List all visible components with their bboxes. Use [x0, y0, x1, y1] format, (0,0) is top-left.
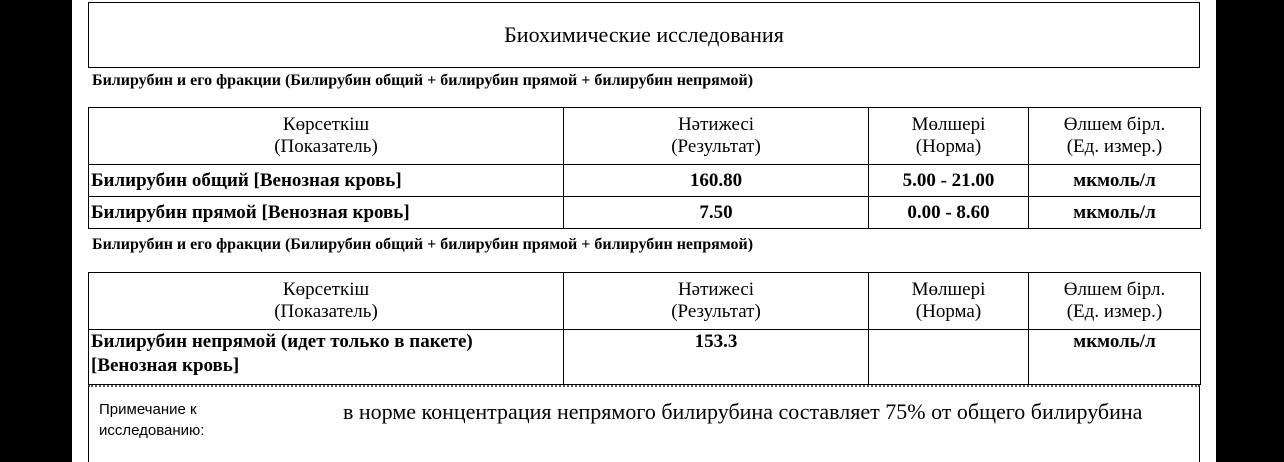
table-header-row [89, 108, 1201, 165]
results-table-2 [88, 272, 1201, 385]
column-header-indicator: Көрсеткіш (Показатель) [89, 273, 564, 330]
table-row [89, 330, 1201, 385]
indicator-name: Билирубин прямой [Венозная кровь] [89, 197, 564, 229]
section-title-2: Билирубин и его фракции (Билирубин общий + билирубин прямой + билирубин непрямой) [92, 236, 754, 253]
column-header-norm: Мөлшері (Норма) [869, 108, 1029, 165]
unit: мкмоль/л [1029, 197, 1201, 229]
column-header-result: Нәтижесі (Результат) [564, 108, 869, 165]
report-title-box [88, 2, 1200, 68]
table-header-row [89, 273, 1201, 330]
column-header-unit: Өлшем бірл. (Ед. измер.) [1029, 108, 1201, 165]
result-value: 7.50 [564, 197, 869, 229]
report-page [72, 0, 1216, 462]
norm-range: 0.00 - 8.60 [869, 197, 1029, 229]
result-value: 160.80 [564, 165, 869, 197]
note-text: в норме концентрация непрямого билирубина составляет 75% от общего билирубина [343, 399, 1143, 424]
norm-range: 5.00 - 21.00 [869, 165, 1029, 197]
indicator-name: Билирубин общий [Венозная кровь] [89, 165, 564, 197]
column-header-unit: Өлшем бірл. (Ед. измер.) [1029, 273, 1201, 330]
unit: мкмоль/л [1029, 165, 1201, 197]
report-title: Биохимические исследования [504, 22, 784, 47]
note-box [88, 385, 1200, 462]
table-row [89, 165, 1201, 197]
unit: мкмоль/л [1029, 330, 1201, 385]
column-header-result: Нәтижесі (Результат) [564, 273, 869, 330]
result-value: 153.3 [564, 330, 869, 385]
note-label: Примечание к исследованию: [99, 401, 205, 439]
indicator-name: Билирубин непрямой (идет только в пакете) [Венозная кровь] [89, 330, 564, 385]
results-table-1 [88, 107, 1201, 229]
section-title-1: Билирубин и его фракции (Билирубин общий + билирубин прямой + билирубин непрямой) [92, 72, 754, 89]
column-header-indicator: Көрсеткіш (Показатель) [89, 108, 564, 165]
table-row [89, 197, 1201, 229]
column-header-norm: Мөлшері (Норма) [869, 273, 1029, 330]
norm-range [869, 330, 1029, 385]
